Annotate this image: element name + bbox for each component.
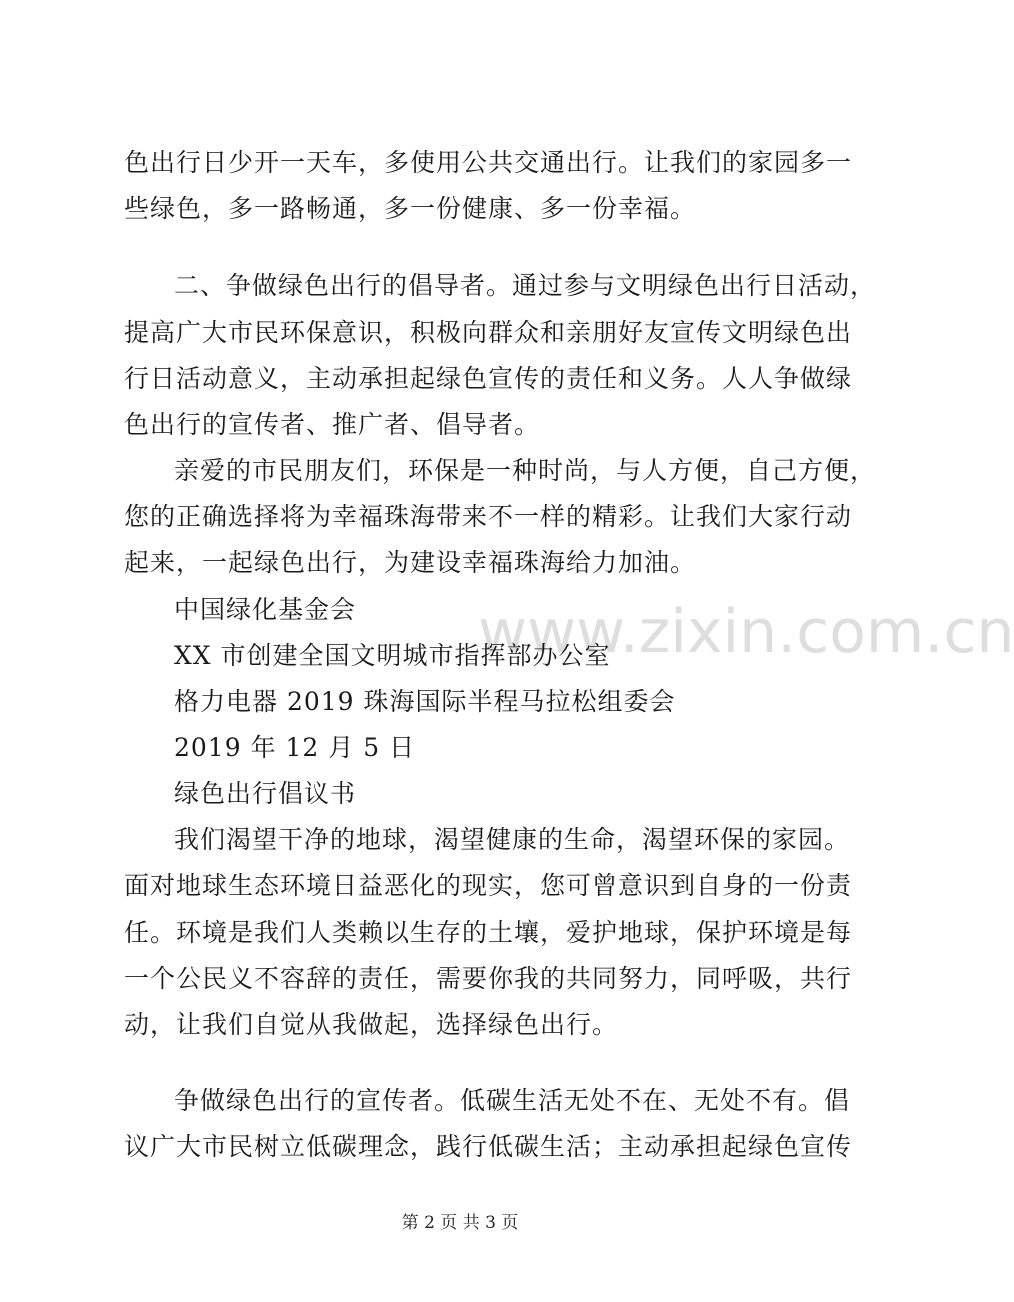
paragraph-start-line: 二、争做绿色出行的倡导者。通过参与文明绿色出行日活动，	[174, 271, 877, 300]
body-line: 色出行的宣传者、推广者、倡导者。	[124, 410, 541, 439]
signature-organization: 格力电器 2019 珠海国际半程马拉松组委会	[174, 687, 676, 716]
signature-organization: XX 市创建全国文明城市指挥部办公室	[174, 641, 611, 670]
body-line: 一个公民义不容辞的责任，需要你我的共同努力，同呼吸，共行	[124, 964, 853, 993]
body-line: 些绿色，多一路畅通，多一份健康、多一份幸福。	[124, 194, 697, 223]
watermark: www.zixin.com.cn	[478, 597, 1014, 667]
body-line: 提高广大市民环保意识，积极向群众和亲朋好友宣传文明绿色出	[124, 318, 853, 347]
body-line: 面对地球生态环境日益恶化的现实，您可曾意识到自身的一份责	[124, 871, 853, 900]
body-line: 任。环境是我们人类赖以生存的土壤，爱护地球，保护环境是每	[124, 918, 853, 947]
body-line: 您的正确选择将为幸福珠海带来不一样的精彩。让我们大家行动	[124, 502, 853, 531]
body-line: 起来，一起绿色出行，为建设幸福珠海给力加油。	[124, 548, 697, 577]
paragraph-start-line: 争做绿色出行的宣传者。低碳生活无处不在、无处不有。倡	[174, 1086, 851, 1115]
body-line: 行日活动意义，主动承担起绿色宣传的责任和义务。人人争做绿	[124, 364, 853, 393]
paragraph-start-line: 亲爱的市民朋友们，环保是一种时尚，与人方便，自己方便，	[174, 456, 877, 485]
body-line: 议广大市民树立低碳理念，践行低碳生活；主动承担起绿色宣传	[124, 1132, 853, 1161]
body-line: 色出行日少开一天车，多使用公共交通出行。让我们的家园多一	[124, 148, 853, 177]
signature-date: 2019 年 12 月 5 日	[174, 733, 416, 762]
section-title: 绿色出行倡议书	[174, 779, 357, 808]
body-line: 动，让我们自觉从我做起，选择绿色出行。	[124, 1010, 619, 1039]
signature-organization: 中国绿化基金会	[174, 595, 357, 624]
paragraph-start-line: 我们渴望干净的地球，渴望健康的生命，渴望环保的家园。	[174, 825, 851, 854]
page-footer: 第 2 页 共 3 页	[401, 1213, 519, 1233]
